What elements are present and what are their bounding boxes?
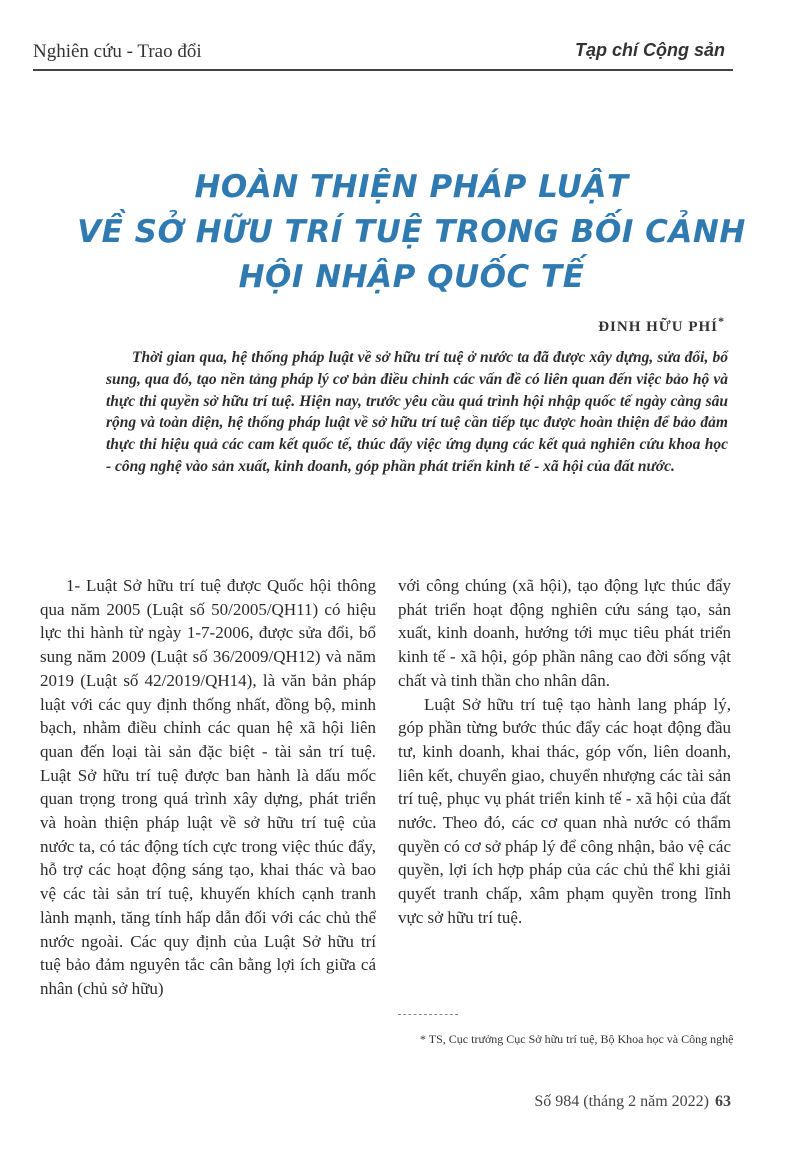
body-paragraph: Luật Sở hữu trí tuệ tạo hành lang pháp lý, góp phần từng bước thúc đẩy các hoạt động đầu tư, kinh doanh, khai thác, góp vốn, liên doanh, liên kết, chuyển giao, chuyển nhượng các tài sản trí tuệ, phục vụ phát triển kinh tế - xã hội của đất nước. Theo đó, các cơ quan nhà nước có thẩm quyền có cơ sở pháp lý để công nhận, bảo vệ các quyền, lợi ích hợp pháp của các chủ thể khi giải quyết tranh chấp, xâm phạm quyền trong lĩnh vực sở hữu trí tuệ. bbox=[398, 694, 731, 927]
page-footer bbox=[534, 1093, 731, 1111]
title-line-2: VỀ SỞ HỮU TRÍ TUỆ TRONG BỐI CẢNH bbox=[77, 214, 746, 250]
journal-name: Tạp chí Cộng sản bbox=[574, 40, 725, 60]
article-title bbox=[60, 165, 763, 300]
body-column-right bbox=[398, 574, 731, 930]
title-line-1: HOÀN THIỆN PHÁP LUẬT bbox=[194, 169, 629, 205]
body-paragraph: 1- Luật Sở hữu trí tuệ được Quốc hội thông qua năm 2005 (Luật số 50/2005/QH11) có hiệu lực thi hành từ ngày 1-7-2006, được sửa đổi, bổ sung năm 2009 (Luật số 36/2009/QH12) và năm 2019 (Luật số 42/2019/QH14), là văn bản pháp luật với các quy định thống nhất, đồng bộ, minh bạch, nhằm điều chỉnh các quan hệ xã hội liên quan đến loại tài sản đặc biệt - tài sản trí tuệ. Luật Sở hữu trí tuệ được ban hành là dấu mốc quan trọng trong quá trình xây dựng, phát triển và hoàn thiện pháp luật về sở hữu trí tuệ của nước ta, có tác động tích cực trong việc thúc đẩy, hỗ trợ các hoạt động sáng tạo, khai thác và bao vệ các tài sản trí tuệ, khuyến khích cạnh tranh lành mạnh, tăng tính hấp dẫn đối với các chủ thể nước ngoài. Các quy định của Luật Sở hữu trí tuệ bảo đảm nguyên tắc cân bằng lợi ích giữa cá nhân (chủ sở hữu) bbox=[40, 576, 376, 998]
body-paragraph-continued: với công chúng (xã hội), tạo động lực thúc đẩy phát triển hoạt động nghiên cứu sáng tạo, sản xuất, kinh doanh, hướng tới mục tiêu phát triển kinh tế - xã hội, góp phần nâng cao đời sống vật chất và tinh thần cho nhân dân. bbox=[398, 576, 731, 690]
header-divider bbox=[33, 69, 733, 71]
body-column-left bbox=[40, 574, 376, 1001]
footnote-divider bbox=[398, 1014, 458, 1015]
article-abstract: Thời gian qua, hệ thống pháp luật về sở hữu trí tuệ ở nước ta đã được xây dựng, sửa đổi, bổ sung, qua đó, tạo nền tảng pháp lý cơ bản điều chỉnh các vấn đề có liên quan đến việc bảo hộ và thực thi quyền sở hữu trí tuệ. Hiện nay, trước yêu cầu quá trình hội nhập quốc tế ngày càng sâu rộng và toàn diện, hệ thống pháp luật về sở hữu trí tuệ cần tiếp tục được hoàn thiện để bảo đảm thực thi hiệu quả các cam kết quốc tế, thúc đẩy việc ứng dụng các kết quả nghiên cứu khoa học - công nghệ vào sản xuất, kinh doanh, góp phần phát triển kinh tế - xã hội của đất nước. bbox=[106, 349, 728, 475]
author-footnote: * TS, Cục trưởng Cục Sở hữu trí tuệ, Bộ Khoa học và Công nghệ bbox=[420, 1032, 734, 1046]
author-footnote-mark: * bbox=[718, 314, 725, 328]
author-byline bbox=[598, 314, 725, 336]
title-line-3: HỘI NHẬP QUỐC TẾ bbox=[238, 259, 585, 295]
section-label: Nghiên cứu - Trao đổi bbox=[33, 41, 202, 62]
issue-info: Số 984 (tháng 2 năm 2022) bbox=[534, 1093, 709, 1110]
author-name: ĐINH HỮU PHÍ bbox=[598, 319, 718, 335]
page-number: 63 bbox=[715, 1093, 731, 1110]
